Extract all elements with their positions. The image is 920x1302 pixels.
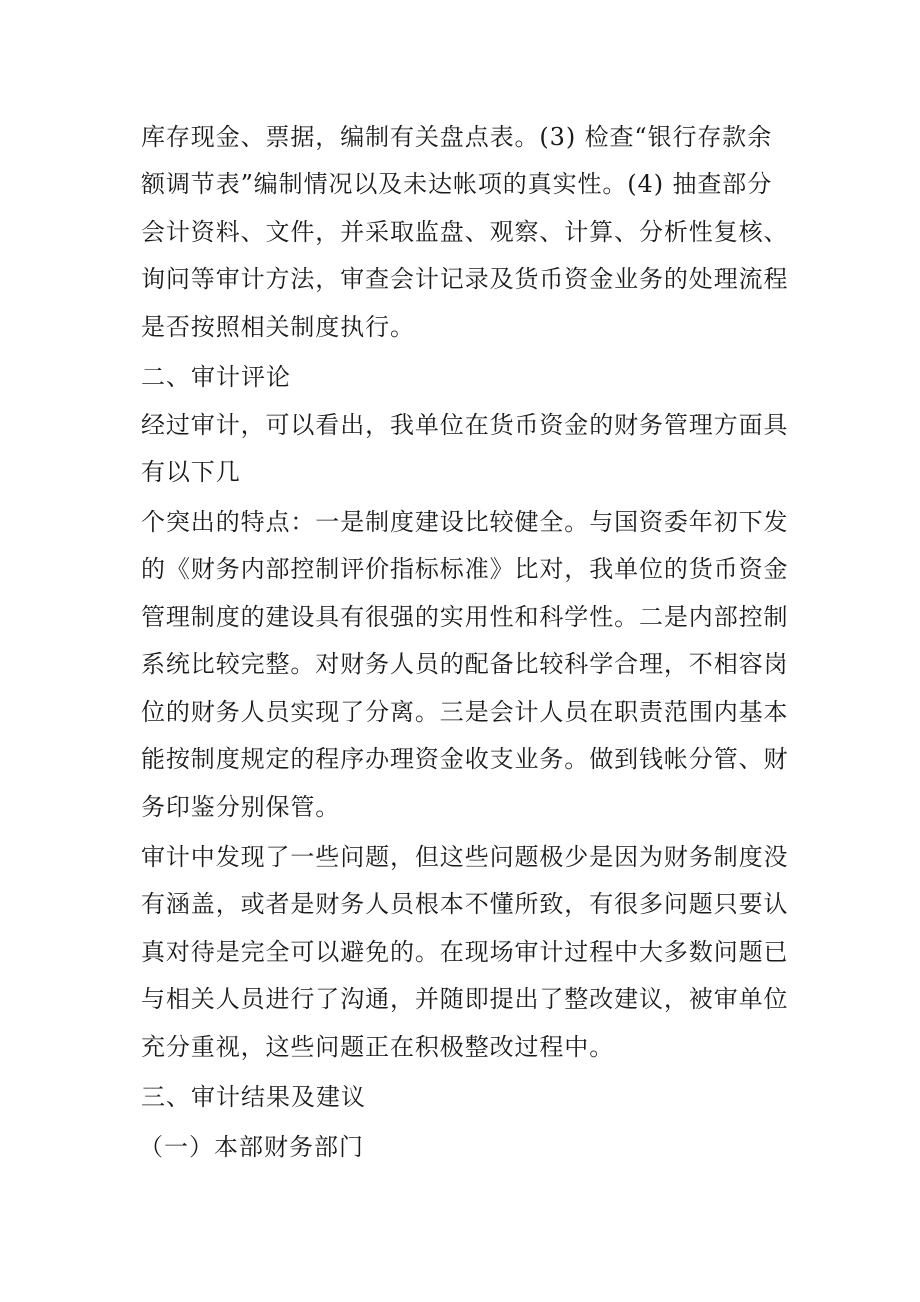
text-line: 有以下几 — [141, 458, 241, 486]
text-line: 库存现金、票据，编制有关盘点表。(3) 检查“银行存款余 — [141, 123, 773, 151]
text-line: 务印鉴分别保管。 — [141, 793, 341, 821]
text-line: 是否按照相关制度执行。 — [141, 313, 415, 341]
text-line: 系统比较完整。对财务人员的配备比较科学合理，不相容岗 — [141, 650, 789, 678]
text-line: 与相关人员进行了沟通，并随即提出了整改建议，被审单位 — [141, 985, 789, 1013]
section-heading: 二、审计评论 — [141, 363, 291, 391]
subsection-heading: （一）本部财务部门 — [139, 1133, 364, 1161]
text-line: 管理制度的建设具有很强的实用性和科学性。二是内部控制 — [141, 603, 789, 631]
text-line: 个突出的特点：一是制度建设比较健全。与国资委年初下发 — [141, 508, 789, 536]
text-line: 能按制度规定的程序办理资金收支业务。做到钱帐分管、财 — [141, 745, 789, 773]
text-line: 充分重视，这些问题正在积极整改过程中。 — [141, 1033, 615, 1061]
text-line: 会计资料、文件，并采取监盘、观察、计算、分析性复核、 — [141, 218, 789, 246]
text-line: 有涵盖，或者是财务人员根本不懂所致，有很多问题只要认 — [141, 890, 789, 918]
text-line: 额调节表”编制情况以及未达帐项的真实性。(4) 抽查部分 — [141, 170, 773, 198]
text-line: 的《财务内部控制评价指标标准》比对，我单位的货币资金 — [141, 555, 789, 583]
section-heading: 三、审计结果及建议 — [141, 1083, 366, 1111]
text-line: 经过审计，可以看出，我单位在货币资金的财务管理方面具 — [141, 411, 789, 439]
text-line: 询问等审计方法，审查会计记录及货币资金业务的处理流程 — [141, 265, 789, 293]
text-line: 审计中发现了一些问题，但这些问题极少是因为财务制度没 — [141, 843, 789, 871]
text-line: 位的财务人员实现了分离。三是会计人员在职责范围内基本 — [141, 698, 789, 726]
text-line: 真对待是完全可以避免的。在现场审计过程中大多数问题已 — [141, 938, 789, 966]
